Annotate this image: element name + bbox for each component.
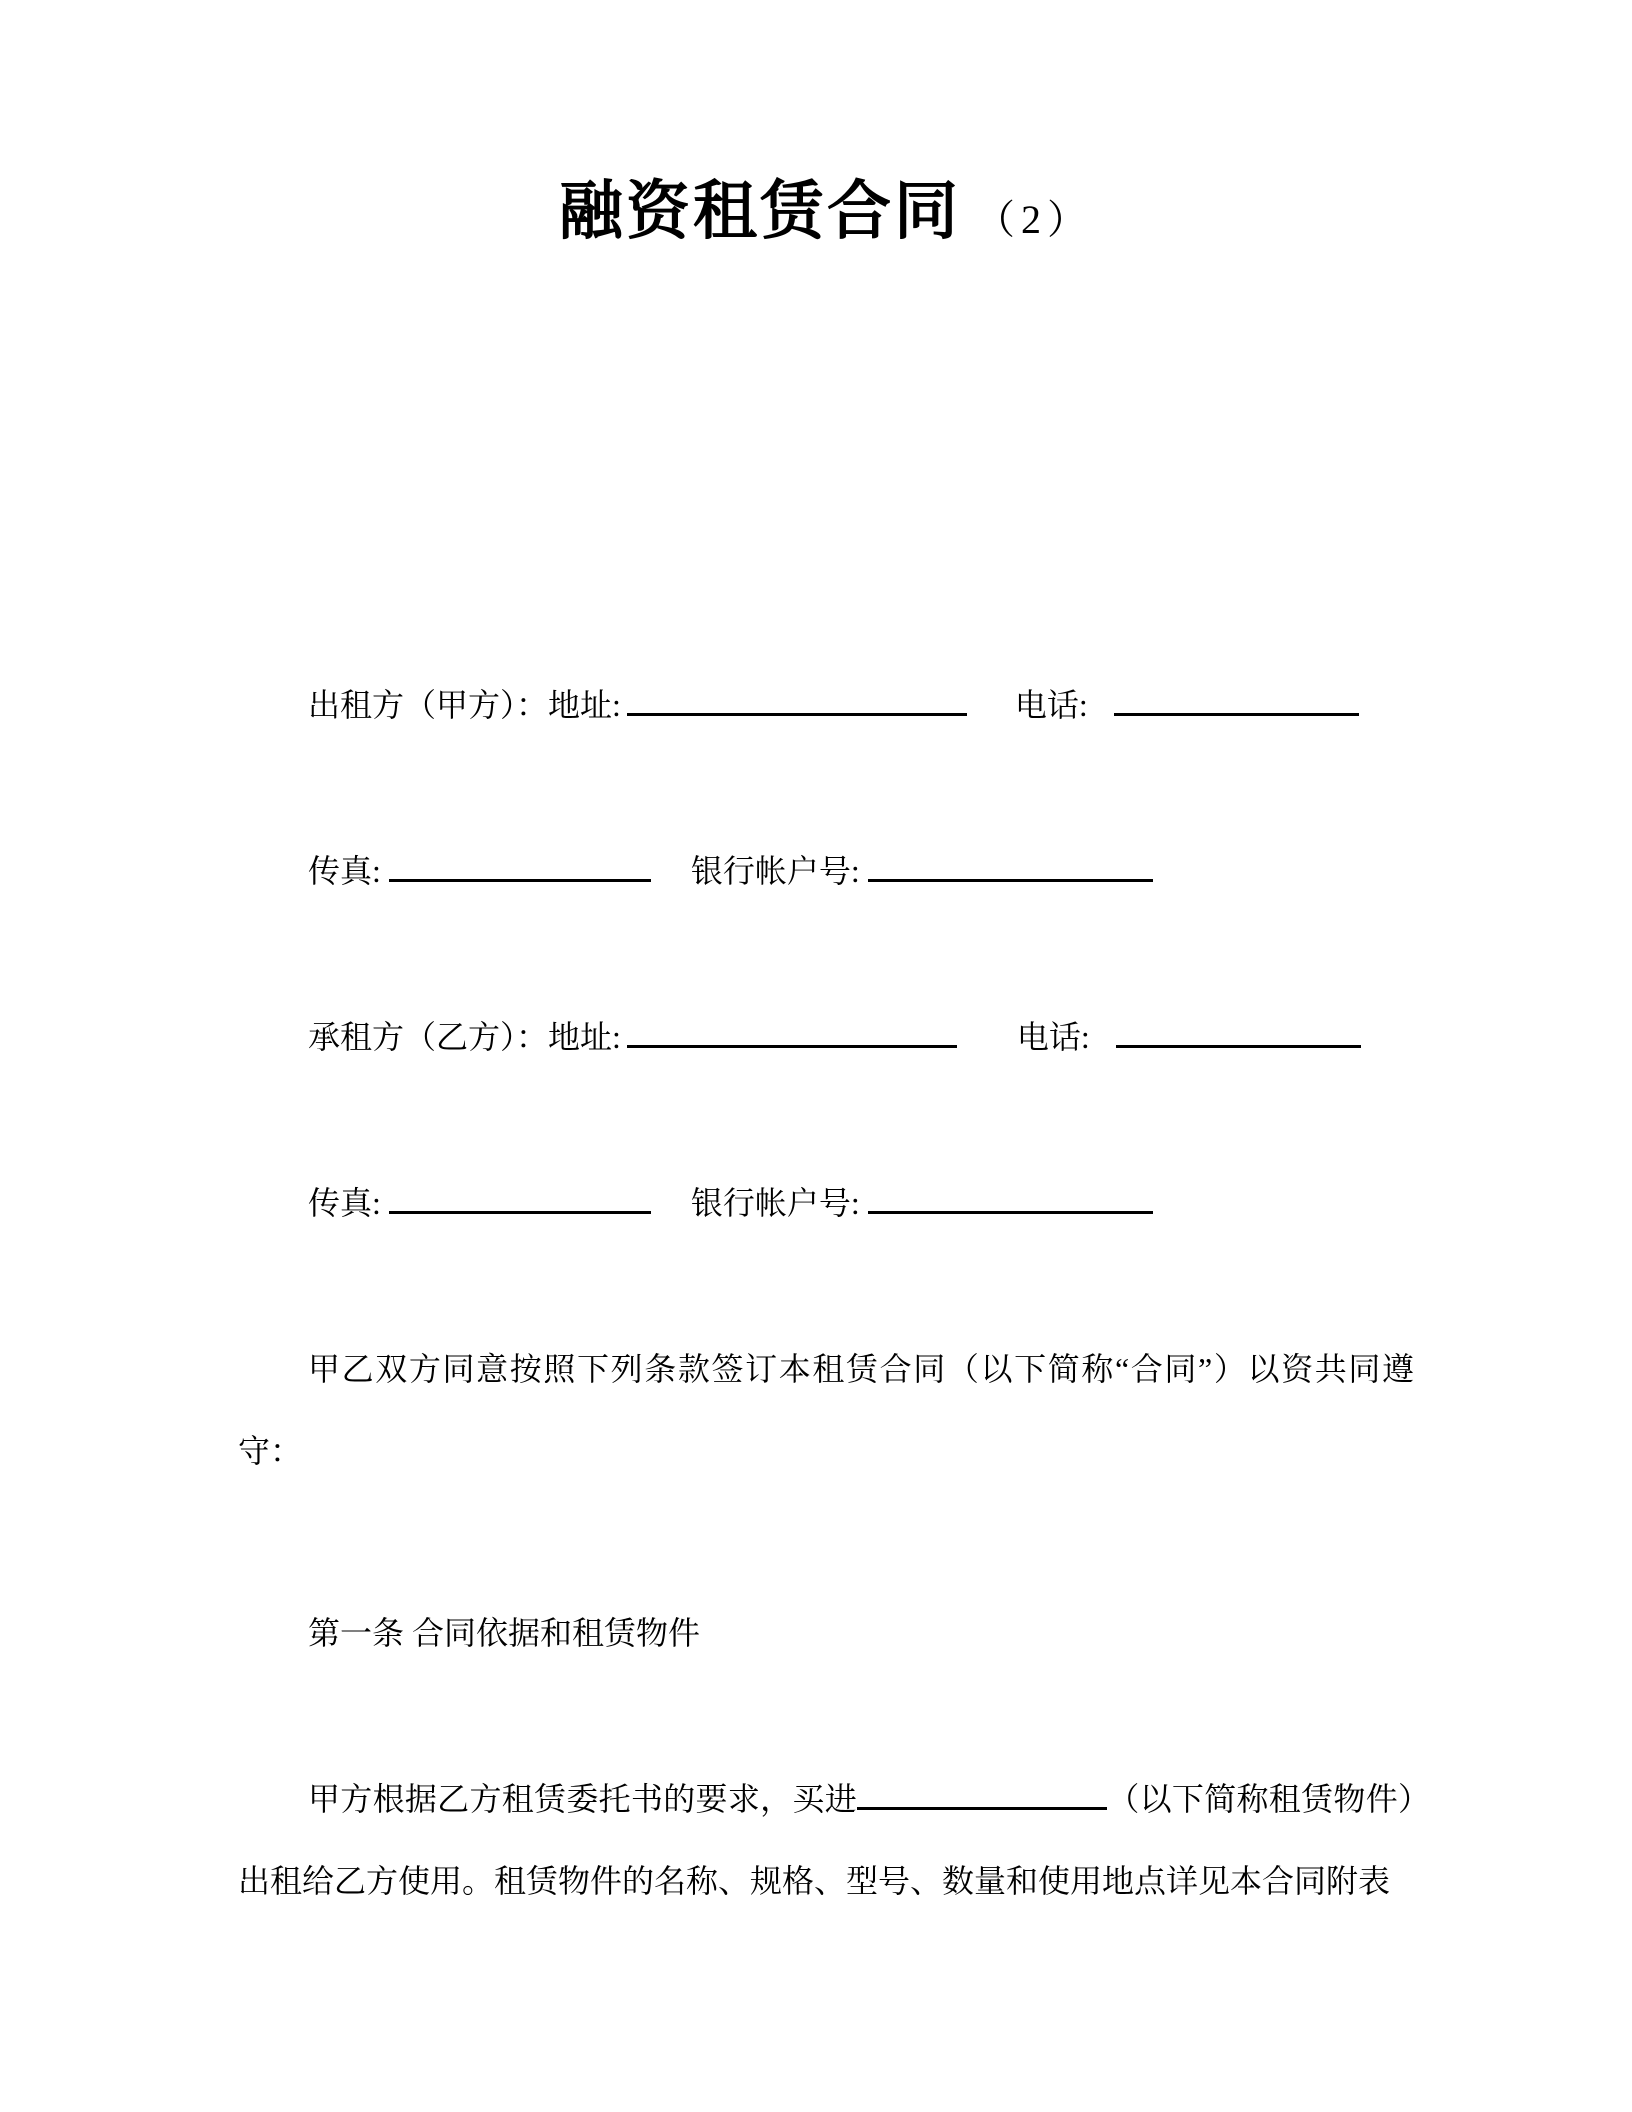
document-title-text: 融资租赁合同 <box>559 175 961 249</box>
lessor-phone-blank <box>1114 683 1359 716</box>
article1-text-before-blank: 甲方根据乙方租赁委托书的要求，买进 <box>308 1781 858 1817</box>
lessee-phone-blank <box>1116 1015 1361 1048</box>
lessor-bank-label: 银行帐户号: <box>690 853 860 889</box>
lessee-address-label: 地址: <box>548 1019 621 1055</box>
lessee-address-blank <box>627 1015 957 1048</box>
purchase-item-blank <box>857 1777 1107 1810</box>
document-title <box>238 175 1414 254</box>
lessee-fax-label: 传真: <box>308 1185 381 1221</box>
lessor-fax-label: 传真: <box>308 853 381 889</box>
lessee-party-label: 承租方（乙方）： <box>308 1019 549 1055</box>
preamble-paragraph: 甲乙双方同意按照下列条款签订本租赁合同（以下简称“合同”）以资共同遵守： <box>238 1351 1414 1469</box>
lessor-address-label: 地址: <box>548 687 621 723</box>
lessee-fax-bank-row <box>238 1162 1414 1244</box>
lessor-fax-bank-row <box>238 830 1414 912</box>
lessee-address-phone-row <box>238 996 1414 1078</box>
document-title-note: （2） <box>975 197 1093 242</box>
article1-text-after-blank: （以下简称租赁物件）出租给乙方使用。租赁物件的名称、规格、型号、数量和使用地点详见本合同附表 <box>238 1781 1414 1899</box>
lessee-bank-blank <box>868 1181 1153 1214</box>
lessee-fax-blank <box>389 1181 651 1214</box>
lessee-phone-label: 电话: <box>1016 1019 1090 1055</box>
article1-body <box>238 1758 1414 1922</box>
lessor-address-blank <box>627 683 967 716</box>
lessor-address-phone-row <box>238 664 1414 746</box>
lessor-bank-blank <box>868 849 1153 882</box>
lessor-phone-label: 电话: <box>1014 687 1088 723</box>
lessor-party-label: 出租方（甲方）： <box>308 687 549 723</box>
article1-heading: 第一条 合同依据和租赁物件 <box>308 1615 701 1651</box>
lessor-fax-blank <box>389 849 651 882</box>
lessee-bank-label: 银行帐户号: <box>690 1185 860 1221</box>
